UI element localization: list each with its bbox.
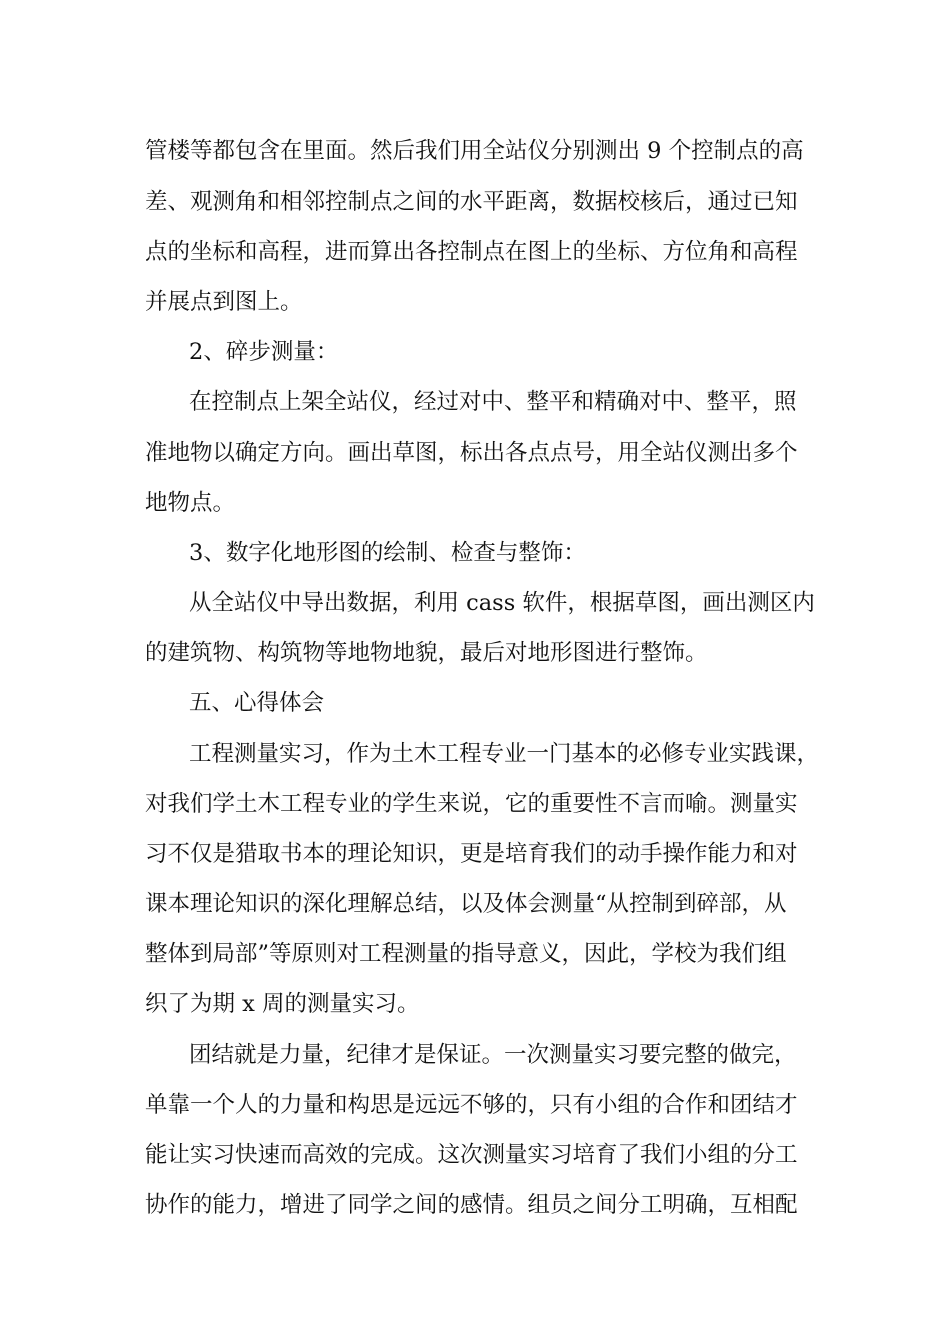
text-line: 的建筑物、构筑物等地物地貌，最后对地形图进行整饰。 — [145, 640, 708, 666]
text-line: 工程测量实习，作为土木工程专业一门基本的必修专业实践课， — [189, 741, 820, 767]
section-heading: 五、心得体会 — [189, 690, 325, 716]
text-line: 对我们学土木工程专业的学生来说，它的重要性不言而喻。测量实 — [145, 791, 798, 817]
text-line: 差、观测角和相邻控制点之间的水平距离，数据校核后，通过已知 — [145, 189, 798, 215]
text-line: 单靠一个人的力量和构思是远远不够的，只有小组的合作和团结才 — [145, 1092, 798, 1118]
section-heading: 3、数字化地形图的绘制、检查与整饰： — [189, 540, 586, 566]
text-line: 织了为期 x 周的测量实习。 — [145, 991, 420, 1017]
text-line: 整体到局部”等原则对工程测量的指导意义，因此，学校为我们组 — [145, 941, 787, 967]
text-line: 协作的能力，增进了同学之间的感情。组员之间分工明确，互相配 — [145, 1192, 798, 1218]
text-line: 能让实习快速而高效的完成。这次测量实习培育了我们小组的分工 — [145, 1142, 798, 1168]
text-line: 管楼等都包含在里面。然后我们用全站仪分别测出 9 个控制点的高 — [145, 138, 804, 164]
text-line: 习不仅是猎取书本的理论知识，更是培育我们的动手操作能力和对 — [145, 841, 798, 867]
text-line: 并展点到图上。 — [145, 289, 303, 315]
text-line: 在控制点上架全站仪，经过对中、整平和精确对中、整平，照 — [189, 389, 797, 415]
text-line: 从全站仪中导出数据，利用 cass 软件，根据草图，画出测区内 — [189, 590, 815, 616]
section-heading: 2、碎步测量： — [189, 339, 339, 365]
text-line: 准地物以确定方向。画出草图，标出各点点号，用全站仪测出多个 — [145, 440, 798, 466]
text-line: 点的坐标和高程，进而算出各控制点在图上的坐标、方位角和高程 — [145, 239, 798, 265]
text-line: 课本理论知识的深化理解总结，以及体会测量“从控制到碎部，从 — [145, 891, 787, 917]
text-line: 团结就是力量，纪律才是保证。一次测量实习要完整的做完， — [189, 1042, 797, 1068]
text-line: 地物点。 — [145, 490, 236, 516]
